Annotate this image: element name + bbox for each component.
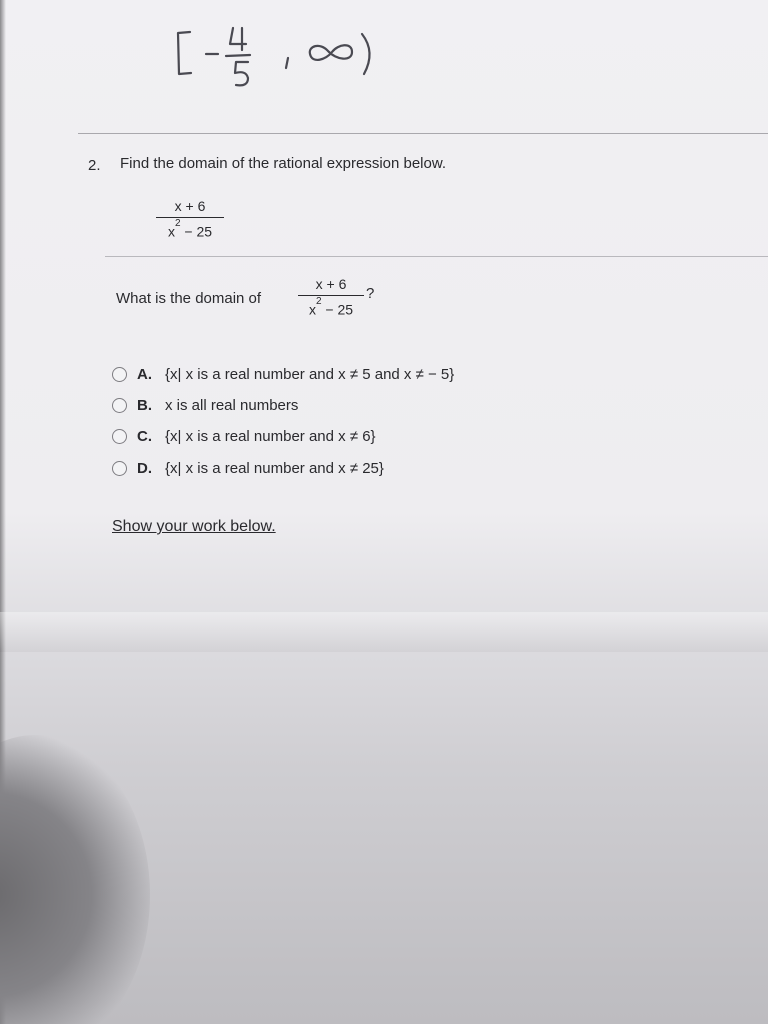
expression-denominator [156, 220, 224, 241]
question-mark: ? [366, 285, 375, 302]
handwritten-numerator-4 [230, 28, 246, 50]
inline-fraction-bar [298, 295, 364, 296]
handwritten-open-bracket [178, 32, 191, 74]
expression-numerator: x + 6 [174, 198, 206, 214]
option-b-radio[interactable] [112, 398, 127, 413]
handwritten-close-paren [362, 34, 370, 74]
rational-expression [156, 197, 224, 241]
domain-question: What is the domain of [116, 290, 262, 307]
handwritten-fraction-bar [226, 55, 250, 56]
question-prompt: Find the domain of the rational expression below. [120, 155, 447, 172]
option-c[interactable] [112, 425, 376, 447]
inline-denominator-base: x [308, 301, 316, 318]
fraction-bar [156, 217, 224, 218]
rational-expression-inline [298, 275, 364, 319]
inline-denominator [298, 298, 364, 319]
option-b[interactable] [112, 394, 298, 416]
option-a[interactable] [112, 363, 454, 385]
question-number: 2. [88, 157, 101, 174]
inline-denominator-exponent: 2 [315, 296, 322, 307]
option-c-letter: C. [137, 427, 152, 445]
section-divider [78, 133, 768, 134]
handwritten-denominator-5 [235, 62, 248, 85]
option-a-text: {x| x is a real number and x ≠ 5 and x ≠ − 5} [165, 365, 455, 383]
handwritten-answer [170, 18, 410, 98]
option-d-letter: D. [137, 459, 152, 477]
handwritten-answer-svg [170, 18, 410, 98]
denominator-rest: − 25 [180, 223, 213, 240]
question-divider [105, 256, 768, 257]
denominator-base: x [167, 223, 175, 240]
show-work-prompt: Show your work below. [112, 518, 276, 535]
paper-fold [0, 612, 768, 652]
handwritten-infinity [310, 45, 352, 60]
option-d-radio[interactable] [112, 461, 127, 476]
option-c-radio[interactable] [112, 429, 127, 444]
inline-numerator: x + 6 [315, 276, 347, 292]
option-d-text: {x| x is a real number and x ≠ 25} [165, 459, 384, 477]
option-c-text: {x| x is a real number and x ≠ 6} [165, 427, 376, 445]
option-a-radio[interactable] [112, 367, 127, 382]
handwritten-comma [286, 58, 288, 68]
option-a-letter: A. [137, 365, 152, 383]
option-d[interactable] [112, 457, 384, 479]
denominator-exponent: 2 [174, 218, 181, 229]
hand-shadow [0, 735, 150, 1024]
inline-denominator-rest: − 25 [321, 301, 354, 318]
option-b-text: x is all real numbers [165, 396, 299, 414]
option-b-letter: B. [137, 396, 152, 414]
